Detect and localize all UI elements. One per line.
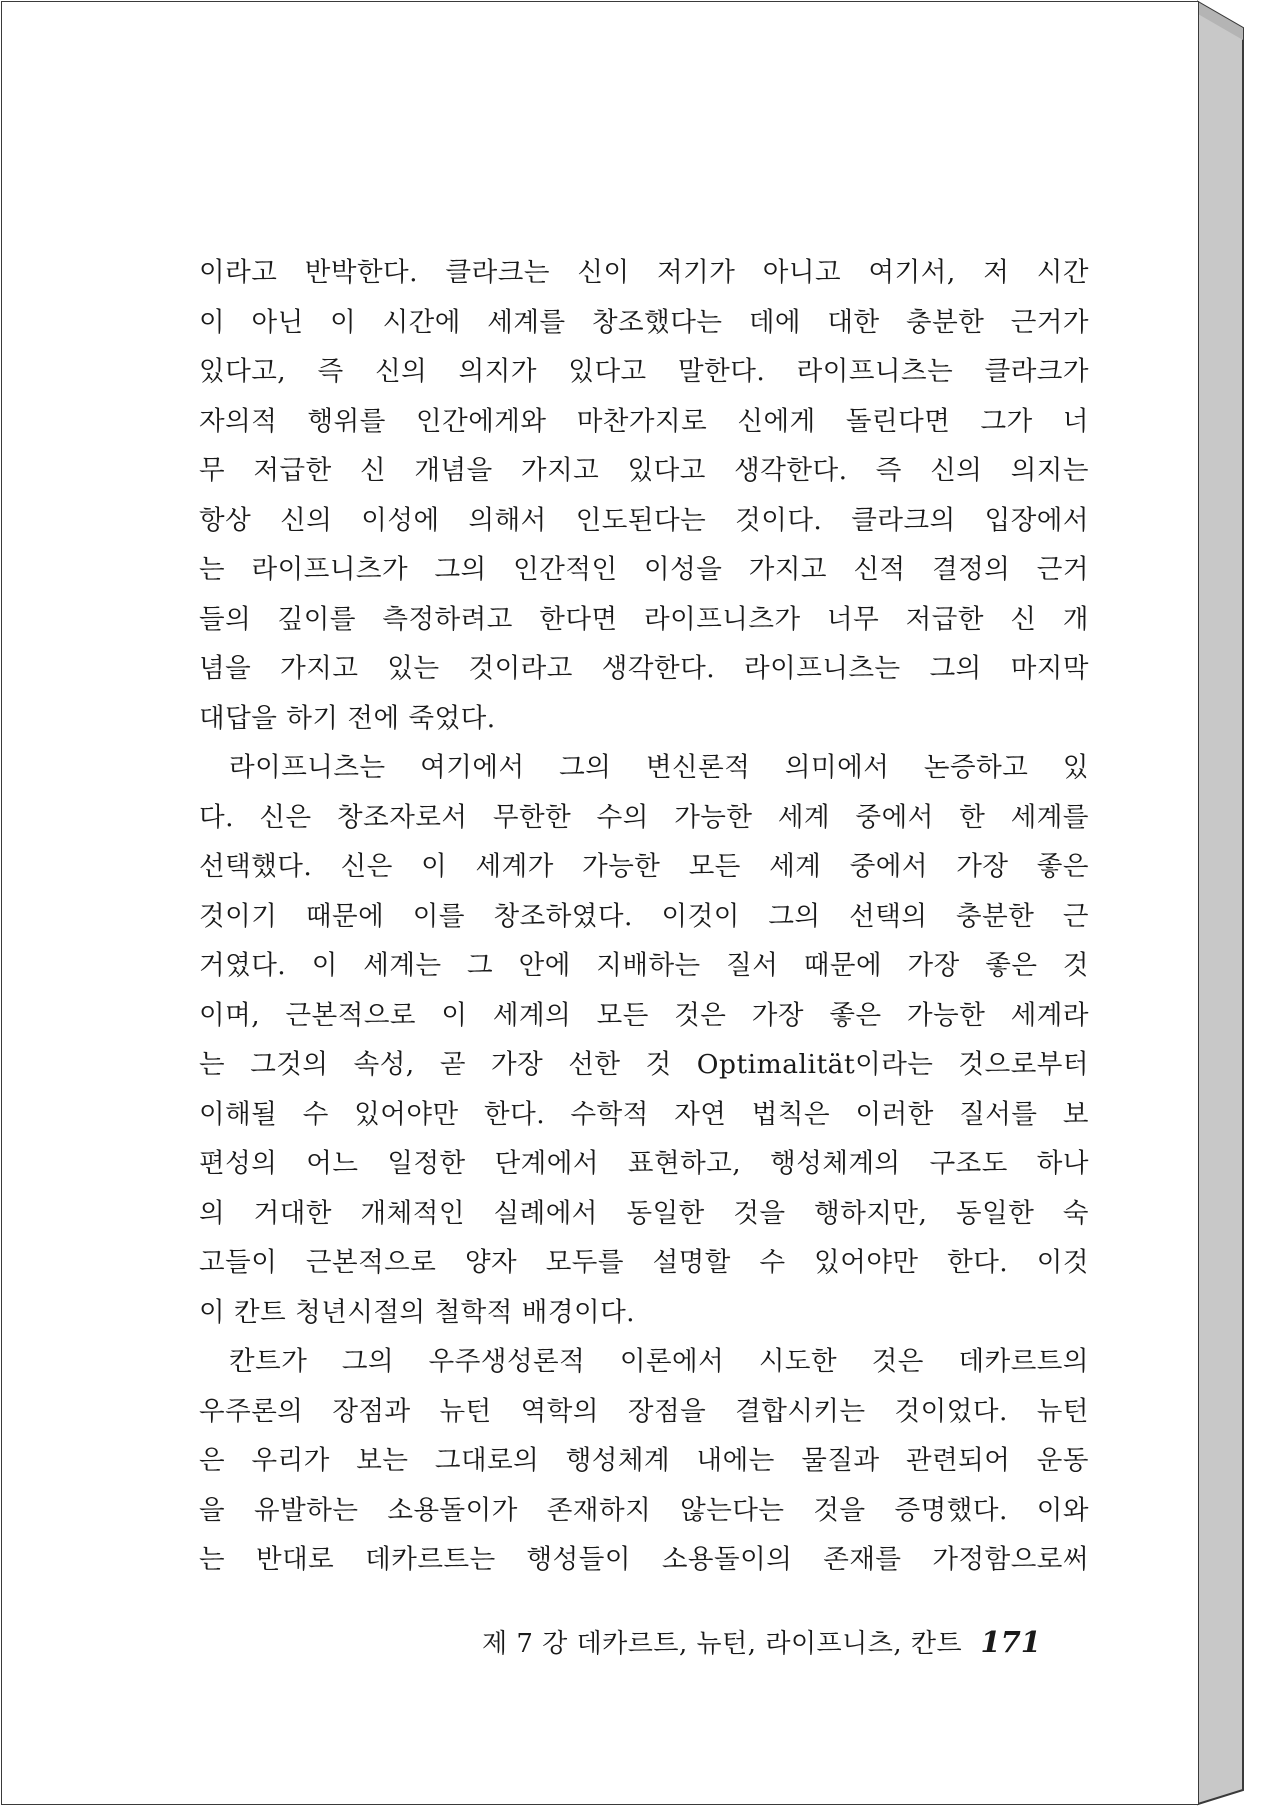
text-line: 선택했다. 신은 이 세계가 가능한 모든 세계 중에서 가장 좋은 [199, 851, 1089, 882]
text-line: 는 그것의 속성, 곧 가장 선한 것 Optimalität이라는 것으로부터 [199, 1049, 1089, 1080]
text-line: 다. 신은 창조자로서 무한한 수의 가능한 세계 중에서 한 세계를 [199, 801, 1089, 833]
text-line: 대답을 하기 전에 죽었다. [199, 702, 496, 734]
running-head: 제 7 강 데카르트, 뉴턴, 라이프니츠, 칸트 [482, 1629, 963, 1659]
text-line: 념을 가지고 있는 것이라고 생각한다. 라이프니츠는 그의 마지막 [199, 653, 1089, 684]
text-line: 의 거대한 개체적인 실례에서 동일한 것을 행하지만, 동일한 숙 [199, 1197, 1089, 1229]
text-line: 것이기 때문에 이를 창조하였다. 이것이 그의 선택의 충분한 근 [199, 900, 1089, 932]
text-line: 고들이 근본적으로 양자 모두를 설명할 수 있어야만 한다. 이것 [199, 1247, 1089, 1278]
book-page [2, 2, 1198, 1804]
text-line: 이라고 반박한다. 클라크는 신이 저기가 아니고 여기서, 저 시간 [199, 257, 1089, 288]
page-number: 171 [980, 1625, 1041, 1659]
text-line: 거였다. 이 세계는 그 안에 지배하는 질서 때문에 가장 좋은 것 [199, 950, 1089, 981]
text-line: 은 우리가 보는 그대로의 행성체계 내에는 물질과 관련되어 운동 [199, 1445, 1089, 1476]
text-line: 있다고, 즉 신의 의지가 있다고 말한다. 라이프니츠는 클라크가 [199, 356, 1089, 387]
text-line: 이며, 근본적으로 이 세계의 모든 것은 가장 좋은 가능한 세계라 [199, 999, 1089, 1031]
text-line: 우주론의 장점과 뉴턴 역학의 장점을 결합시키는 것이었다. 뉴턴 [199, 1395, 1089, 1427]
text-line: 는 라이프니츠가 그의 인간적인 이성을 가지고 신적 결정의 근거 [199, 554, 1089, 585]
text-line: 이해될 수 있어야만 한다. 수학적 자연 법칙은 이러한 질서를 보 [199, 1098, 1089, 1130]
page-footer [482, 1617, 1072, 1667]
text-line: 이 아닌 이 시간에 세계를 창조했다는 데에 대한 충분한 근거가 [199, 306, 1089, 338]
text-line: 을 유발하는 소용돌이가 존재하지 않는다는 것을 증명했다. 이와 [199, 1494, 1089, 1526]
book-side-edge [1198, 2, 1243, 1804]
text-line: 라이프니츠는 여기에서 그의 변신론적 의미에서 논증하고 있 [229, 752, 1089, 783]
text-line: 항상 신의 이성에 의해서 인도된다는 것이다. 클라크의 입장에서 [199, 504, 1089, 536]
text-line: 는 반대로 데카르트는 행성들이 소용돌이의 존재를 가정함으로써 [199, 1544, 1089, 1575]
text-line: 자의적 행위를 인간에게와 마찬가지로 신에게 돌린다면 그가 너 [199, 405, 1089, 437]
text-line: 들의 깊이를 측정하려고 한다면 라이프니츠가 너무 저급한 신 개 [199, 603, 1089, 635]
text-line: 칸트가 그의 우주생성론적 이론에서 시도한 것은 데카르트의 [229, 1346, 1089, 1377]
text-line: 편성의 어느 일정한 단계에서 표현하고, 행성체계의 구조도 하나 [199, 1148, 1089, 1179]
text-line: 무 저급한 신 개념을 가지고 있다고 생각한다. 즉 신의 의지는 [199, 455, 1089, 486]
text-line: 이 칸트 청년시절의 철학적 배경이다. [199, 1296, 636, 1328]
body-text [199, 248, 1089, 1585]
